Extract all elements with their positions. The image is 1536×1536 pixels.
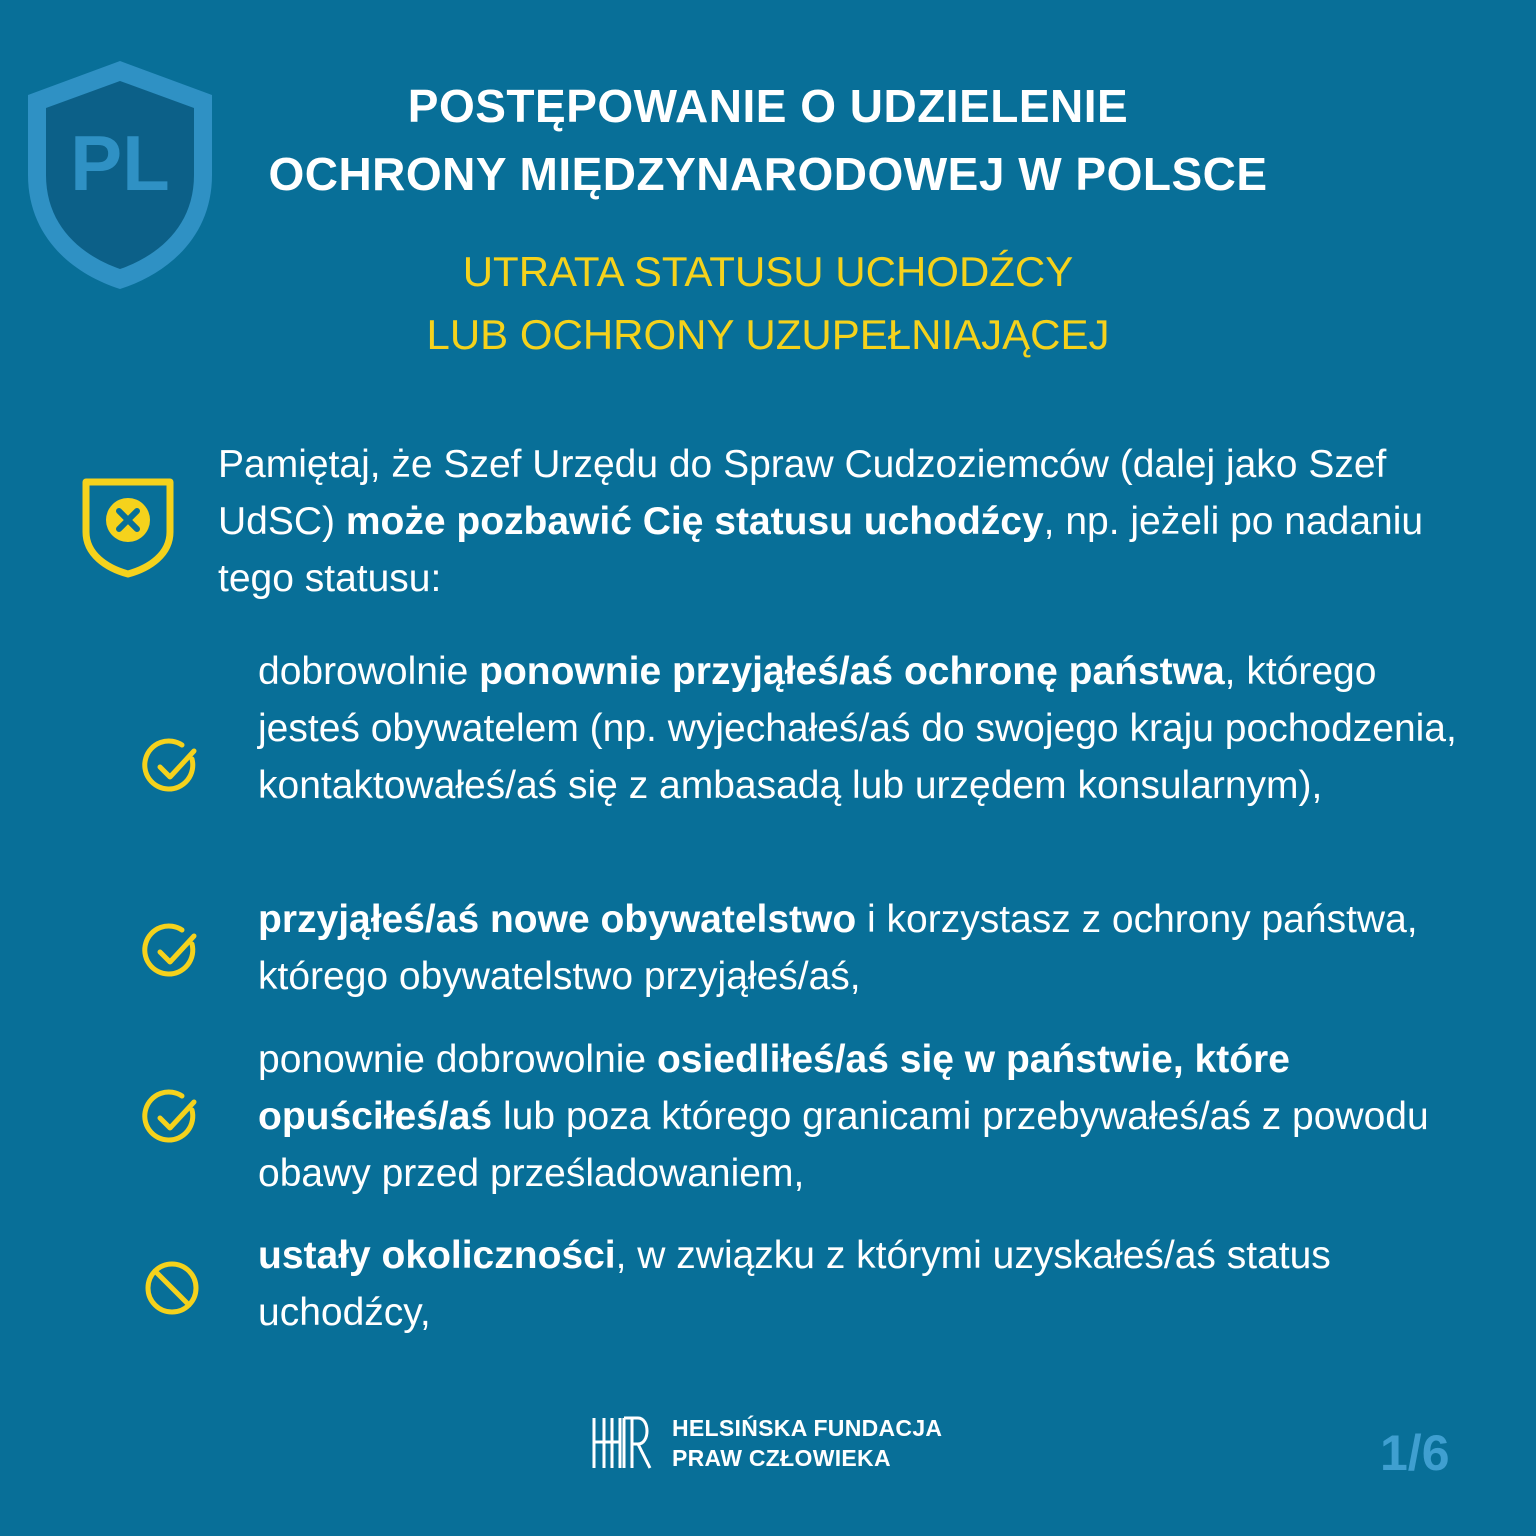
intro-text-before: Pamiętaj, że Szef Urzędu do Spraw Cudzoziemców (dalej jako Szef UdSC) — [218, 443, 1387, 543]
subtitle-line-2: LUB OCHRONY UZUPEŁNIAJĄCEJ — [426, 311, 1110, 358]
check-circle-icon — [140, 920, 204, 984]
title-line-1: POSTĘPOWANIE O UDZIELENIE — [407, 80, 1129, 132]
intro-text-after: , np. jeżeli po nadaniu tego statusu: — [218, 500, 1424, 600]
item-text-after: i korzystasz z ochrony państwa, którego obywatelstwo przyjąłeś/aś, — [258, 898, 1418, 998]
item-text-after: , w związku z którymi uzyskałeś/aś status uchodźcy, — [258, 1234, 1331, 1334]
item-text-bold: ustały okoliczności — [258, 1234, 616, 1277]
item-text-after: , którego jesteś obywatelem (np. wyjechałeś/aś do swojego kraju pochodzenia, kontaktowałeś/aś się z ambasadą lub urzędem konsularnym), — [258, 650, 1457, 807]
item-text-bold: przyjąłeś/aś nowe obywatelstwo — [258, 898, 857, 941]
footer-org-name — [672, 1413, 942, 1473]
list-item — [258, 1227, 1478, 1341]
title-line-2: OCHRONY MIĘDZYNARODOWEJ W POLSCE — [268, 148, 1268, 200]
item-text-bold: osiedliłeś/aś się w państwie, które opuściłeś/aś — [258, 1038, 1290, 1138]
list-item — [258, 1031, 1478, 1202]
page-subtitle — [0, 240, 1536, 366]
page-title — [0, 72, 1536, 208]
intro-text — [218, 436, 1468, 607]
list-item — [258, 891, 1478, 1005]
page-number: 1/6 — [1380, 1425, 1450, 1481]
hr-monogram-icon — [590, 1414, 654, 1472]
item-text-before: dobrowolnie — [258, 650, 480, 693]
footer-org-line-2: PRAW CZŁOWIEKA — [672, 1445, 891, 1471]
intro-text-bold: może pozbawić Cię statusu uchodźcy — [345, 500, 1044, 543]
item-text-before: ponownie dobrowolnie — [258, 1038, 657, 1081]
check-circle-icon — [140, 1086, 204, 1150]
item-text-after: lub poza którego granicami przebywałeś/aś z powodu obawy przed prześladowaniem, — [258, 1095, 1429, 1195]
subtitle-line-1: UTRATA STATUSU UCHODŹCY — [462, 248, 1074, 295]
list-item — [258, 643, 1478, 814]
badge-text: PL — [70, 119, 170, 207]
prohibited-icon — [140, 1256, 204, 1320]
shield-x-icon — [78, 474, 178, 578]
footer-org-line-1: HELSIŃSKA FUNDACJA — [672, 1415, 943, 1441]
check-circle-icon — [140, 735, 204, 799]
item-text-bold: ponownie przyjąłeś/aś ochronę państwa — [479, 650, 1225, 693]
